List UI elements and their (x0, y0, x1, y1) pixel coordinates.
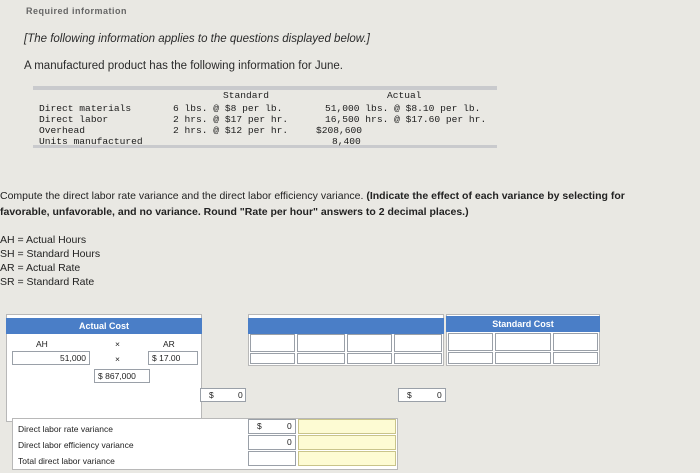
intro-line: A manufactured product has the following information for June. (24, 60, 343, 72)
col-actual: Actual (387, 90, 422, 101)
times-symbol: × (115, 354, 120, 364)
rate-variance-effect-select[interactable] (298, 419, 396, 434)
actual-total-cell[interactable]: $ 0 (200, 388, 246, 402)
ar-input[interactable]: $ 17.00 (148, 351, 198, 365)
row-actual: 51,000 lbs. @ $8.10 per lb. (325, 103, 481, 114)
standard-input-6[interactable] (553, 352, 598, 364)
times-symbol: × (115, 339, 120, 349)
row-label: Overhead (39, 125, 86, 136)
info-table (33, 86, 497, 148)
efficiency-variance-amount[interactable]: 0 (248, 435, 296, 450)
row-standard: 2 hrs. @ $17 per hr. (173, 114, 289, 125)
row-actual: 8,400 (332, 136, 361, 147)
ah-input[interactable]: 51,000 (12, 351, 90, 365)
sh-input[interactable] (448, 333, 493, 351)
middle-input-4[interactable] (394, 334, 442, 352)
question-line-2: favorable, unfavorable, and no variance. Round "Rate per hour" answers to 2 decimal places.) (0, 206, 469, 218)
efficiency-variance-effect-select[interactable] (298, 435, 396, 450)
col-standard: Standard (223, 90, 270, 101)
efficiency-variance-label: Direct labor efficiency variance (18, 440, 134, 450)
total-variance-effect-select[interactable] (298, 451, 396, 466)
standard-input-5[interactable] (495, 352, 551, 364)
middle-input-7[interactable] (347, 353, 392, 364)
legend-sr: SR = Standard Rate (0, 276, 95, 288)
actual-cost-title: Actual Cost (6, 318, 202, 334)
legend-ar: AR = Actual Rate (0, 262, 81, 274)
rate-variance-label: Direct labor rate variance (18, 424, 113, 434)
row-standard: 6 lbs. @ $8 per lb. (173, 103, 283, 114)
legend-ah: AH = Actual Hours (0, 234, 87, 246)
row-label: Direct materials (39, 103, 132, 114)
row-label: Direct labor (39, 114, 109, 125)
standard-input-4[interactable] (448, 352, 493, 364)
middle-input-6[interactable] (297, 353, 345, 364)
required-information-heading: Required information (26, 6, 128, 16)
legend-sh: SH = Standard Hours (0, 248, 101, 260)
middle-input-5[interactable] (250, 353, 295, 364)
middle-input-2[interactable] (297, 334, 345, 352)
standard-cost-title: Standard Cost (446, 316, 600, 332)
row-actual: $208,600 (316, 125, 363, 136)
intro-note: [The following information applies to the questions displayed below.] (24, 33, 370, 45)
actual-cost-input[interactable]: $ 867,000 (94, 369, 150, 383)
middle-input-1[interactable] (250, 334, 295, 352)
sr-input[interactable] (495, 333, 551, 351)
ar-label: AR (163, 339, 175, 349)
middle-panel-header (248, 318, 444, 334)
middle-input-3[interactable] (347, 334, 392, 352)
question-line-1: Compute the direct labor rate variance and the direct labor efficiency variance. (Indicate the effect of each variance by selecting for (0, 190, 625, 202)
row-actual: 16,500 hrs. @ $17.60 per hr. (325, 114, 487, 125)
standard-input-3[interactable] (553, 333, 598, 351)
ah-label: AH (36, 339, 48, 349)
standard-total-cell[interactable]: $ 0 (398, 388, 446, 402)
total-variance-label: Total direct labor variance (18, 456, 115, 466)
middle-input-8[interactable] (394, 353, 442, 364)
rate-variance-amount[interactable]: $ 0 (248, 419, 296, 434)
row-label: Units manufactured (39, 136, 143, 147)
total-variance-amount[interactable] (248, 451, 296, 466)
row-standard: 2 hrs. @ $12 per hr. (173, 125, 289, 136)
